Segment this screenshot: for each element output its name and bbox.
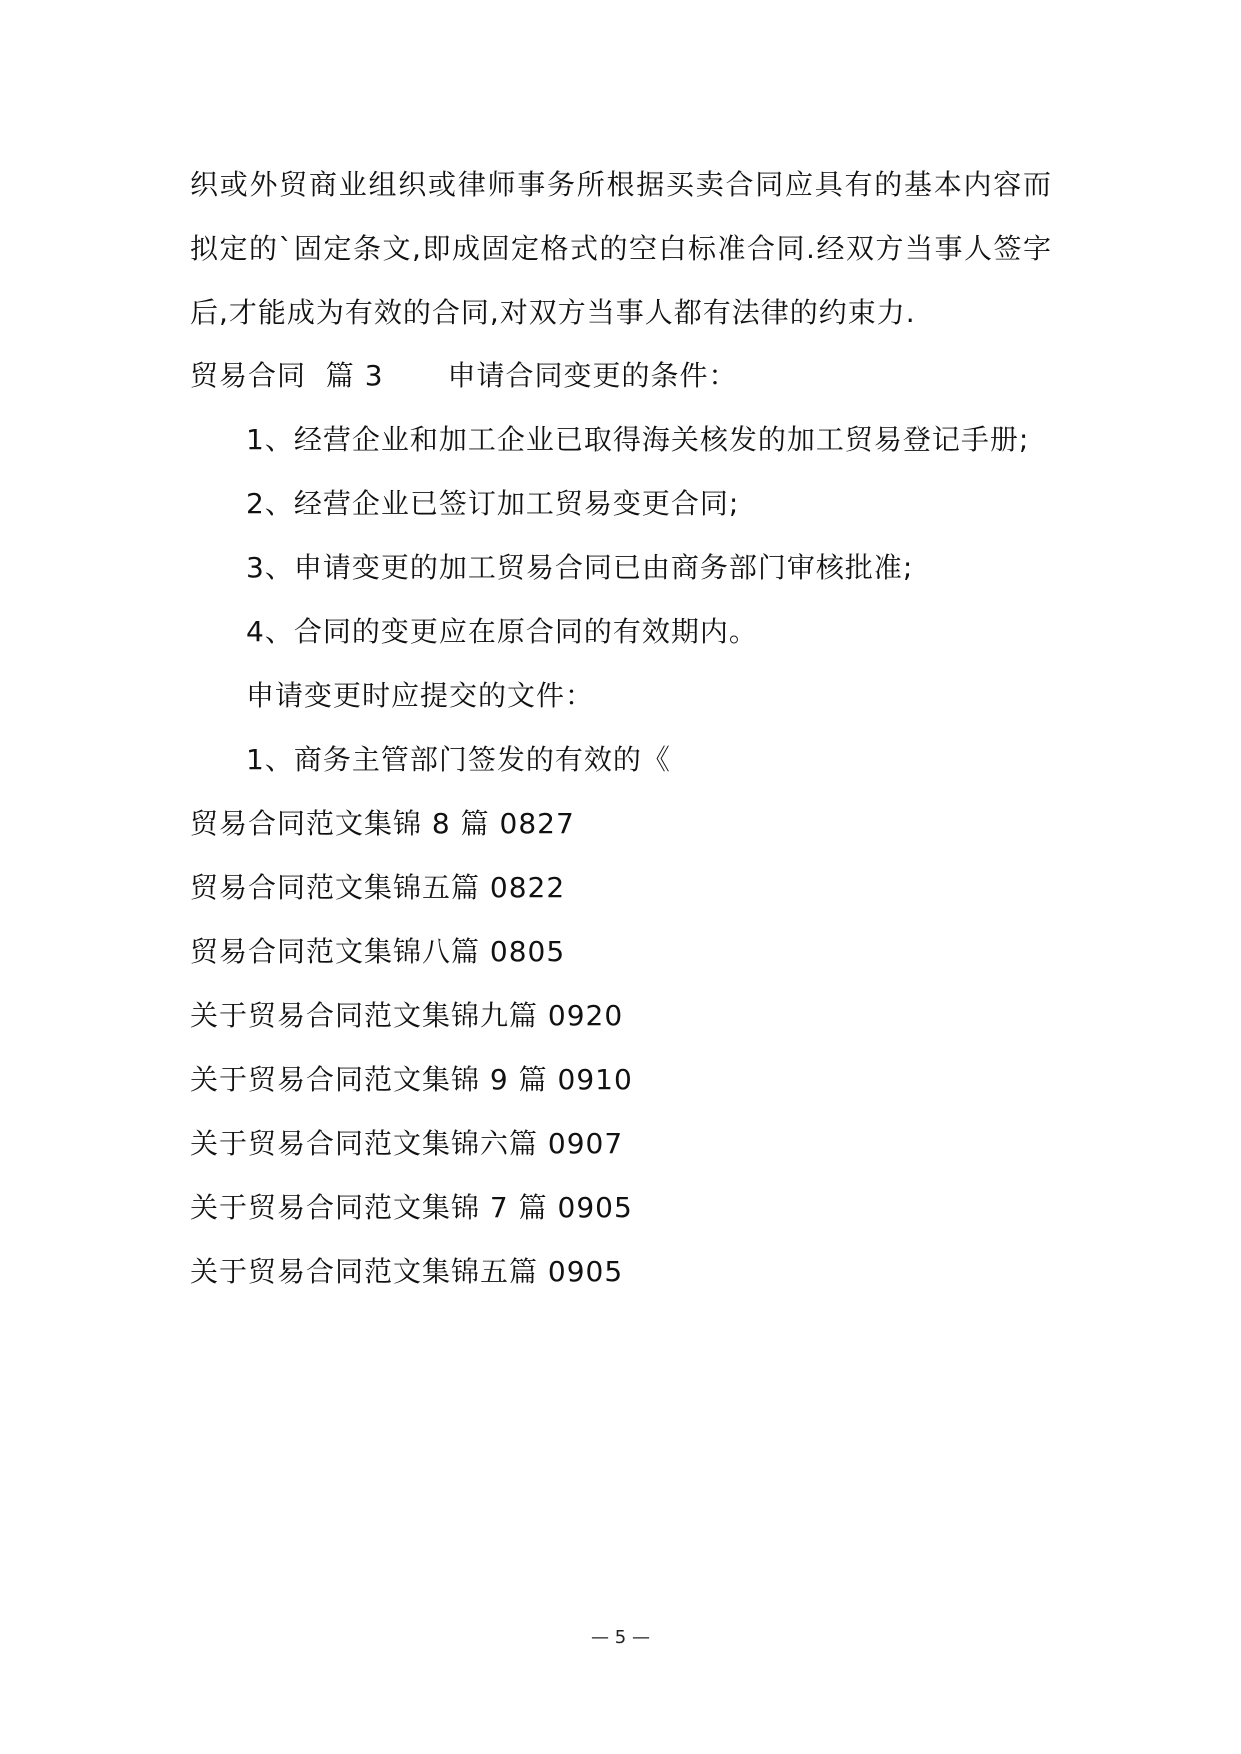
files-heading: 申请变更时应提交的文件： — [246, 679, 595, 712]
file-item-1: 1、商务主管部门签发的有效的《 — [246, 743, 671, 776]
condition-item-2: 2、经营企业已签订加工贸易变更合同; — [246, 487, 740, 520]
intro-line-1: 织或外贸商业组织或律师事务所根据买卖合同应具有的基本内容而 — [190, 168, 1052, 201]
related-link-5[interactable]: 关于贸易合同范文集锦 9 篇 0910 — [190, 1063, 633, 1096]
related-link-6[interactable]: 关于贸易合同范文集锦六篇 0907 — [190, 1127, 624, 1160]
section-heading-row — [190, 358, 738, 394]
related-link-7[interactable]: 关于贸易合同范文集锦 7 篇 0905 — [190, 1191, 633, 1224]
condition-item-1: 1、经营企业和加工企业已取得海关核发的加工贸易登记手册; — [246, 423, 1030, 456]
section-heading: 贸易合同 篇 3 — [190, 359, 384, 392]
condition-item-4: 4、合同的变更应在原合同的有效期内。 — [246, 615, 758, 648]
intro-line-3: 后,才能成为有效的合同,对双方当事人都有法律的约束力. — [190, 296, 916, 329]
related-link-1[interactable]: 贸易合同范文集锦 8 篇 0827 — [190, 807, 575, 840]
section-lead: 申请合同变更的条件： — [447, 359, 738, 392]
intro-line-2: 拟定的`固定条文,即成固定格式的空白标准合同.经双方当事人签字 — [190, 232, 1052, 265]
condition-item-3: 3、申请变更的加工贸易合同已由商务部门审核批准; — [246, 551, 914, 584]
related-link-8[interactable]: 关于贸易合同范文集锦五篇 0905 — [190, 1255, 624, 1288]
related-link-2[interactable]: 贸易合同范文集锦五篇 0822 — [190, 871, 566, 904]
page-number: — 5 — — [591, 1627, 650, 1648]
related-link-4[interactable]: 关于贸易合同范文集锦九篇 0920 — [190, 999, 624, 1032]
related-link-3[interactable]: 贸易合同范文集锦八篇 0805 — [190, 935, 566, 968]
